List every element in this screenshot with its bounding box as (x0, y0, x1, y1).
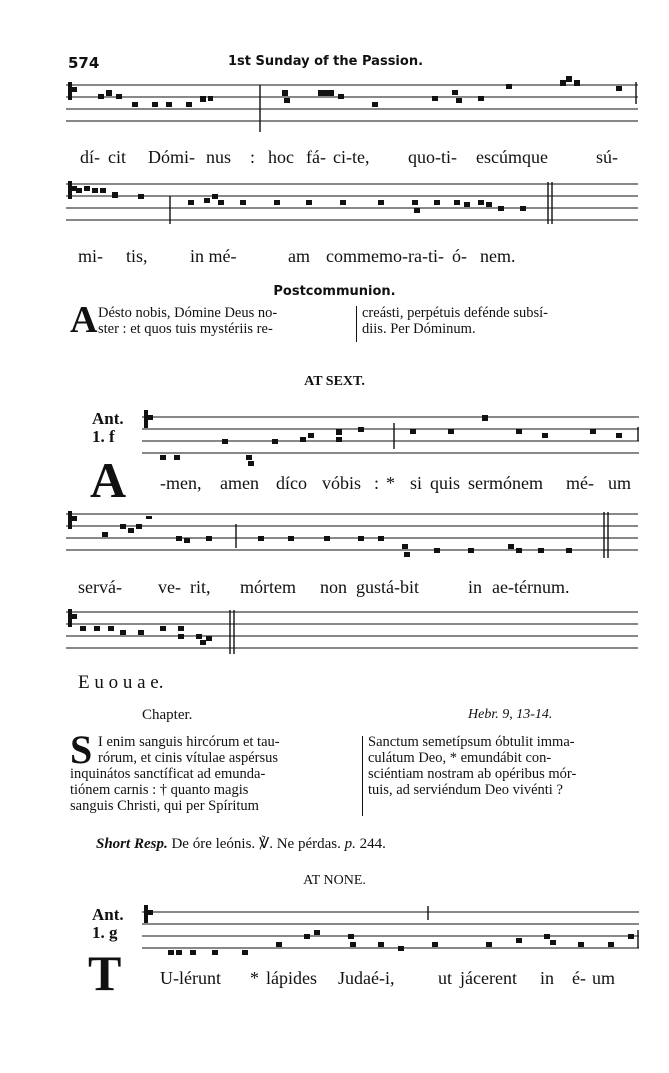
short-resp-label: Short Resp. (96, 836, 168, 852)
sext-lyric-1: -men, (160, 473, 202, 493)
chant-staff-2 (66, 178, 641, 228)
sext-lyric-2: amen (220, 473, 259, 493)
chapter-right-line-3: sciéntiam nostram ab opéribus mór- (368, 766, 577, 782)
none-lyric-3: lápides (266, 968, 317, 988)
sext-lyric-4: vóbis (322, 473, 362, 493)
staff1-lyric-2: cit (108, 147, 126, 167)
chant-staff-3 (142, 405, 642, 465)
chapter-left-column (70, 734, 360, 814)
chapter-left-line-2: rórum, et cinis vítulae aspérsus (98, 750, 278, 766)
chapter-right-column (368, 734, 642, 798)
staff1-lyric-11: sú- (596, 147, 618, 167)
staff2-lyric-5: commemo-ra-ti- (326, 246, 444, 266)
staff1-lyric-9: quo-ti- (408, 147, 457, 167)
none-lyric-9: um (592, 968, 616, 988)
staff1-lyric-6: hoc (268, 147, 294, 167)
staff2-lyric-7: nem. (480, 246, 516, 266)
chapter-right-line-2: culátum Deo, * emundábit con- (368, 750, 552, 766)
none-heading: AT NONE. (303, 873, 366, 888)
sext-lyric-13: ve- (158, 577, 181, 597)
postcommunion-left-column (98, 305, 354, 337)
sext-lyric-15: mórtem (240, 577, 296, 597)
staff1-lyric-7: fá- (306, 147, 326, 167)
sext-initial: A (90, 452, 127, 508)
chant-staff-4 (66, 508, 641, 564)
postcommunion-left-line-2: ster : et quos tuis mystériis re- (98, 321, 273, 337)
chant-staff-5 (66, 606, 641, 662)
chapter-right-line-1: Sanctum semetípsum óbtulit imma- (368, 734, 575, 750)
postcommunion-right-line-2: diis. Per Dóminum. (362, 321, 476, 337)
sext-lyric-6: * (386, 473, 395, 493)
page-number: 574 (68, 54, 100, 72)
chapter-left-line-1: I enim sanguis hircórum et tau- (98, 734, 280, 750)
postcommunion-column-divider (356, 306, 357, 342)
page-title: 1st Sunday of the Passion. (228, 54, 424, 69)
none-lyric-7: in (540, 968, 555, 988)
chapter-left-line-3: inquinátos sanctíficat ad emunda- (70, 766, 266, 782)
staff2-lyric-6: ó- (452, 246, 467, 266)
none-lyric-5: ut (438, 968, 453, 988)
sext-euouae: E u o u a e. (78, 672, 164, 693)
sext-ant-text: Ant. (92, 409, 124, 428)
staff1-lyric-4: nus (206, 147, 232, 167)
sext-lyric-5: : (374, 473, 380, 493)
staff1-lyric-1: dí- (80, 147, 100, 167)
staff2-lyric-1: mi- (78, 246, 103, 266)
sext-lyric-17: gustá-bit (356, 577, 419, 597)
none-antiphon-label (92, 906, 124, 942)
chapter-reference: Hebr. 9, 13-14. (468, 707, 553, 722)
none-lyric-2: * (250, 968, 259, 988)
staff1-lyric-3: Dómi- (148, 147, 195, 167)
staff2-lyric-2: tis, (126, 246, 148, 266)
chapter-right-line-4: tuis, ad serviéndum Deo vivénti ? (368, 782, 563, 798)
staff2-lyric-4: am (288, 246, 310, 266)
sext-lyric-11: um (608, 473, 632, 493)
sext-lyric-16: non (320, 577, 347, 597)
chapter-initial: S (70, 727, 93, 772)
none-lyric-1: U-lérunt (160, 968, 221, 988)
staff1-lyric-5: : (250, 147, 256, 167)
staff1-lyric-8: ci-te, (333, 147, 370, 167)
short-resp-text2: Ne pérdas. (276, 836, 341, 852)
none-mode: 1. g (92, 923, 118, 942)
staff2-lyric-3: in mé- (190, 246, 237, 266)
chant-staff-1 (66, 74, 641, 134)
none-lyric-8: é- (572, 968, 586, 988)
short-responsory (96, 834, 386, 853)
short-resp-text: De óre leónis. (171, 836, 256, 852)
chapter-left-line-4: tiónem carnis : † quanto magis (70, 782, 249, 798)
sext-heading: AT SEXT. (304, 374, 365, 389)
sext-mode: 1. f (92, 427, 115, 446)
sext-lyric-3: díco (276, 473, 307, 493)
postcommunion-heading: Postcommunion. (273, 284, 396, 299)
sext-lyric-8: quis (430, 473, 461, 493)
versicle-sign: ℣. (258, 836, 273, 852)
sext-lyric-9: sermónem (468, 473, 543, 493)
sext-lyric-19: ae-térnum. (492, 577, 570, 597)
postcommunion-left-line-1: Désto nobis, Dómine Deus no- (98, 305, 278, 321)
postcommunion-right-column (362, 305, 642, 337)
sext-antiphon-label (92, 410, 124, 446)
page-ref-label: p. (344, 836, 356, 852)
chant-staff-6 (142, 900, 642, 960)
postcommunion-right-line-1: creásti, perpétuis defénde subsí- (362, 305, 549, 321)
sext-lyric-14: rit, (190, 577, 211, 597)
none-lyric-6: jácerent (460, 968, 517, 988)
page-ref: 244. (359, 836, 386, 852)
none-ant-text: Ant. (92, 905, 124, 924)
none-initial: T (88, 945, 122, 1001)
chapter-heading: Chapter. (142, 707, 193, 723)
sext-lyric-12: servá- (78, 577, 122, 597)
sext-lyric-10: mé- (566, 473, 594, 493)
chapter-left-line-5: sanguis Christi, qui per Spíritum (70, 798, 259, 814)
staff1-lyric-10: escúmque (476, 147, 548, 167)
sext-lyric-18: in (468, 577, 483, 597)
sext-lyric-7: si (410, 473, 423, 493)
none-lyric-4: Judaé-i, (338, 968, 395, 988)
postcommunion-initial: A (70, 299, 98, 341)
chapter-column-divider (362, 736, 363, 816)
